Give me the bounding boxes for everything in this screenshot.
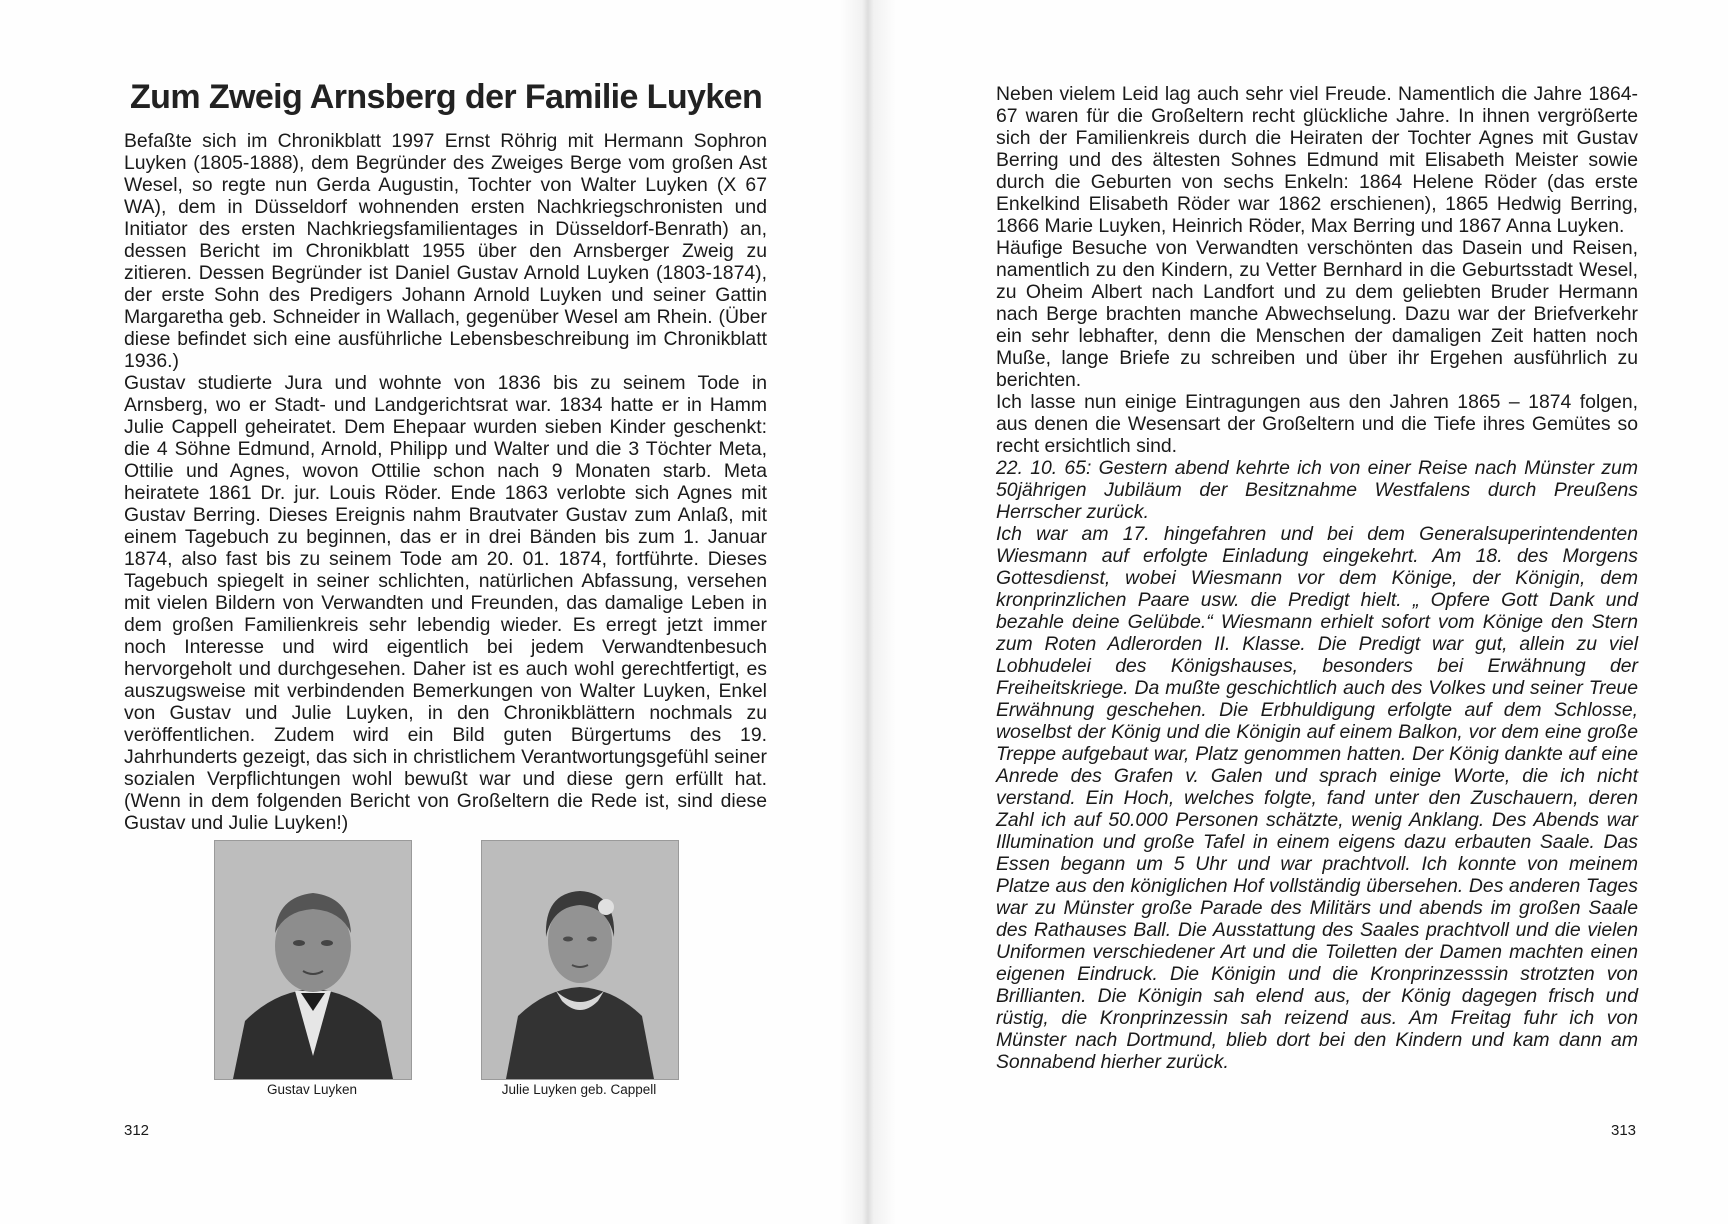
book-gutter bbox=[840, 0, 896, 1224]
diary-entry-text: Ich war am 17. hingefahren und bei dem Generalsuperintendenten Wiesmann auf erfolgte Einladung eingekehrt. Am 18. des Morgens Gottesdienst, wobei Wiesmann vor dem Könige, der Königin, dem kronprinzlichen Paare usw. die Predigt hielt. „ Opfere Gott Dank und bezahle deine Gelübde.“ Wiesmann erhielt sofort vom Könige den Stern zum Roten Adlerorden II. Klasse. Die Predigt war gut, allein zu viel Lobhudelei des Königshauses, besonders bei Erwähnung der Freiheitskriege. Da mußte geschichtlich auch des Volkes und seiner Treue Erwähnung geschehen. Die Erbhuldigung erfolgte auf dem Schlosse, woselbst der König und die Königin auf einem Balkon, vor dem eine große Treppe aufgebaut war, Platz genommen hatten. Der König dankte auf eine Anrede des Grafen v. Galen und sprach einige Worte, die ich nicht verstand. Ein Hoch, welches folgte, fand unter den Zuschauern, deren Zahl ich auf 50.000 Personen schätzte, wenig Anklang. Des Abends war Illumination und große Tafel in einem eigens dazu erbauten Saale. Das Essen begann um 5 Uhr und war prachtvoll. Ich konnte von meinem Platze aus den königlichen Hof vollständig übersehen. Des anderen Tages war zu Münster große Parade des Militärs und abends im großen Saale des Rathauses Ball. Die Ausstattung des Saales prachtvoll und die vielen Uniformen verschiedener Art und die Toiletten der Damen machten einen eigenen Eindruck. Die Königin und die Kronprinzesssin strotzten von Brillianten. Die Königin sah elend aus, der König dagegen frisch und rüstig, die Kronprinzessin sah reizend aus. Am Freitag fuhr ich von Münster nach Dortmund, blieb dort bei den Kindern und kam dann am Sonnabend hierher zurück. bbox=[996, 523, 1638, 1073]
gustav-paragraph: Gustav studierte Jura und wohnte von 1836 bis zu seinem Tode in Arnsberg, wo er Stadt- und Landgerichtsrat war. 1834 hatte er in Hamm Julie Cappell geheiratet. Dem Ehepaar wurden sieben Kinder geschenkt: die 4 Söhne Edmund, Arnold, Philipp und Walter und die 3 Töchter Meta, Ottilie und Agnes, wovon Ottilie schon nach 9 Monaten starb. Meta heiratete 1861 Dr. jur. Louis Röder. Ende 1863 verlobte sich Agnes mit Gustav Berring. Dieses Ereignis nahm Brautvater Gustav zum Anlaß, mit einem Tagebuch zu beginnen, das er in drei Bänden bis zum 1. Januar 1874, also fast bis zu seinem Tode am 20. 01. 1874, fortführte. Dieses Tagebuch spiegelt in seiner schlichten, natürlichen Abfassung, versehen mit vielen Bildern von Verwandten und Freunden, das damalige Leben in dem großen Familienkreis sehr lebendig wieder. Es erregt jetzt immer noch Interesse und wird eigentlich bei jedem Verwandtenbesuch hervorgeholt und durchgesehen. Daher ist es auch wohl gerechtfertigt, es auszugsweise mit verbindenden Bemerkungen von Walter Luyken, Enkel von Gustav und Julie Luyken, in den Chronikblättern nochmals zu veröffentlichen. Zudem wird ein Bild guten Bürgertums des 19. Jahrhunderts gezeigt, das sich in christlichem Verantwortungsgefühl seiner sozialen Verpflichtungen wohl bewußt war und diese gern erfüllt hat. (Wenn in dem folgenden Bericht von Großeltern die Rede ist, sind diese Gustav und Julie Luyken!) bbox=[124, 372, 767, 834]
caption-julie: Julie Luyken geb. Cappell bbox=[501, 1082, 657, 1097]
page-number-left: 312 bbox=[124, 1122, 150, 1139]
page-number-right: 313 bbox=[1611, 1122, 1637, 1139]
portrait-gustav-luyken bbox=[214, 840, 412, 1080]
family-paragraph: Neben vielem Leid lag auch sehr viel Freude. Namentlich die Jahre 1864-67 waren für die Großeltern recht glückliche Jahre. In ihnen vergrößerte sich der Familienkreis durch die Heiraten der Tochter Agnes mit Gustav Berring und des ältesten Sohnes Edmund mit Elisabeth Meister sowie durch die Geburten von sechs Enkeln: 1864 Helene Röder (das erste Enkelkind Elisabeth Röder war 1862 erschienen), 1865 Hedwig Berring, 1866 Marie Luyken, Heinrich Röder, Max Berring und 1867 Anna Luyken. bbox=[996, 83, 1638, 237]
entries-intro-paragraph: Ich lasse nun einige Eintragungen aus den Jahren 1865 – 1874 folgen, aus denen die Wesensart der Großeltern und die Tiefe ihres Gemütes so recht ersichtlich sind. bbox=[996, 391, 1638, 457]
left-text-column bbox=[124, 130, 767, 834]
diary-entry-date: 22. 10. 65: Gestern abend kehrte ich von einer Reise nach Münster zum 50jährigen Jubiläum der Besitznahme Westfalens durch Preußens Herrscher zurück. bbox=[996, 457, 1638, 523]
portrait-julie-luyken bbox=[481, 840, 679, 1080]
visits-paragraph: Häufige Besuche von Verwandten verschönten das Dasein und Reisen, namentlich zu den Kindern, zu Vetter Bernhard in die Geburtsstadt Wesel, zu Oheim Albert nach Landfort und zu dem geliebten Bruder Hermann nach Berge brachten manche Abwechselung. Dazu war der Briefverkehr ein sehr lebhafter, denn die Menschen der damaligen Zeit hatten noch Muße, lange Briefe zu schreiben und über ihr Ergehen ausführlich zu berichten. bbox=[996, 237, 1638, 391]
intro-paragraph: Befaßte sich im Chronikblatt 1997 Ernst Röhrig mit Hermann Sophron Luyken (1805-1888), dem Begründer des Zweiges Berge vom großen Ast Wesel, so regte nun Gerda Augustin, Tochter von Walter Luyken (X 67 WA), dem in Düsseldorf wohnenden ersten Nachkriegschronisten und Initiator des ersten Nachkriegsfamilientages in Düsseldorf-Benrath) an, dessen Bericht im Chronikblatt 1955 über den Arnsberger Zweig zu zitieren. Dessen Begründer ist Daniel Gustav Arnold Luyken (1803-1874), der erste Sohn des Predigers Johann Arnold Luyken und seiner Gattin Margaretha geb. Schneider in Wallach, gegenüber Wesel am Rhein. (Über diese befindet sich eine ausführliche Lebensbeschreibung im Chronikblatt 1936.) bbox=[124, 130, 767, 372]
caption-gustav: Gustav Luyken bbox=[266, 1082, 358, 1097]
article-title: Zum Zweig Arnsberg der Familie Luyken bbox=[130, 78, 763, 116]
right-text-column bbox=[996, 83, 1638, 1073]
